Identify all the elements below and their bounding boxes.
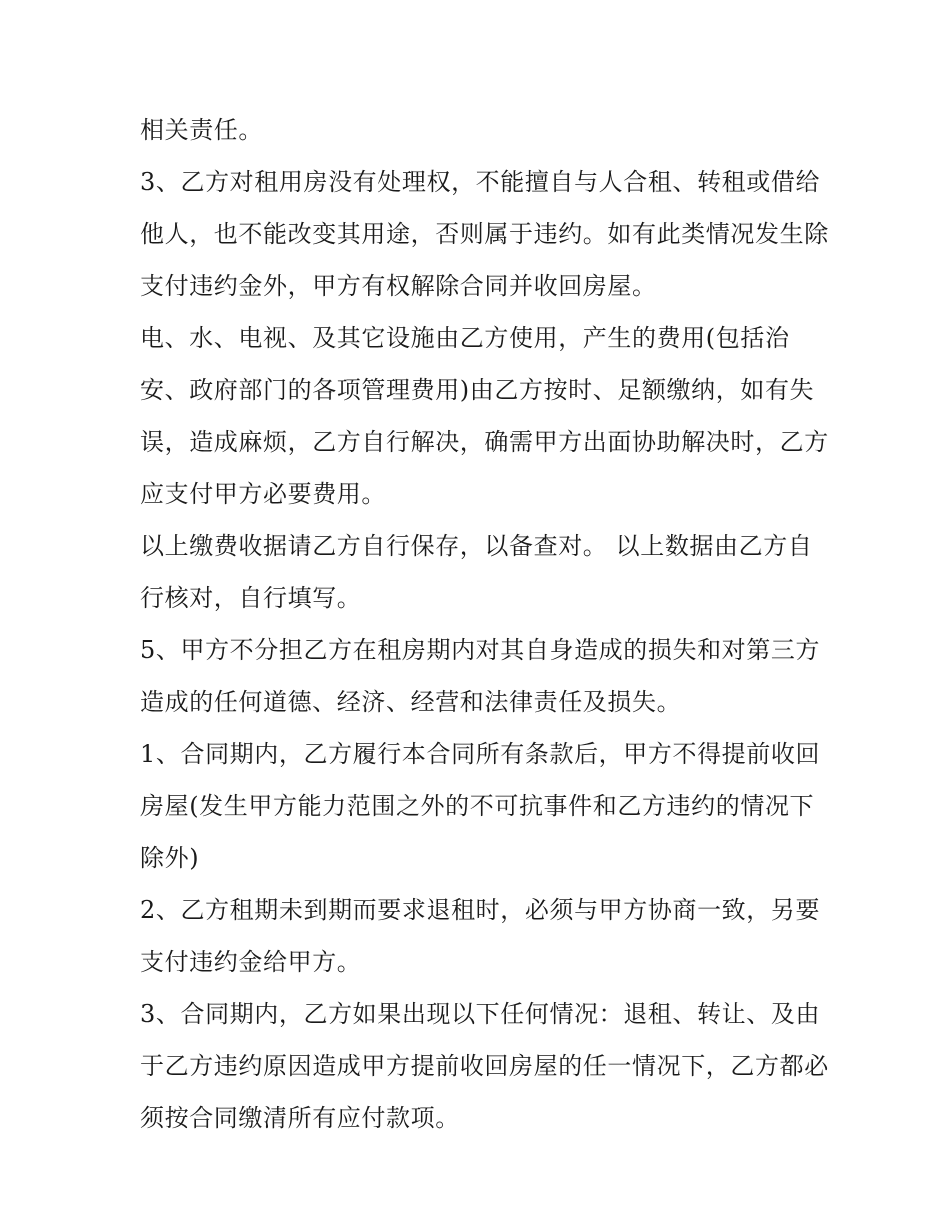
paragraph-liability-end: 相关责任。 xyxy=(140,116,263,144)
paragraph-settle-payments: 3、合同期内，乙方如果出现以下任何情况：退租、转让、及由于乙方违约原因造成甲方提前收回房屋的任一情况下，乙方都必须按合同缴清所有应付款项。 xyxy=(140,1000,829,1132)
paragraph-receipts: 以上缴费收据请乙方自行保存，以备查对。 以上数据由乙方自行核对，自行填写。 xyxy=(140,532,813,612)
document-body xyxy=(140,104,830,1144)
paragraph-no-liability: 5、甲方不分担乙方在租房期内对其自身造成的损失和对第三方造成的任何道德、经济、经营和法律责任及损失。 xyxy=(140,636,821,716)
paragraph-utilities: 电、水、电视、及其它设施由乙方使用，产生的费用(包括治安、政府部门的各项管理费用)由乙方按时、足额缴纳，如有失误，造成麻烦，乙方自行解决，确需甲方出面协助解决时，乙方应支付甲方必要费用。 xyxy=(140,324,829,508)
paragraph-no-early-recall: 1、合同期内，乙方履行本合同所有条款后，甲方不得提前收回房屋(发生甲方能力范围之外的不可抗事件和乙方违约的情况下除外) xyxy=(140,740,821,872)
paragraph-early-termination: 2、乙方租期未到期而要求退租时，必须与甲方协商一致，另要支付违约金给甲方。 xyxy=(140,896,821,976)
paragraph-no-sublease: 3、乙方对租用房没有处理权，不能擅自与人合租、转租或借给他人，也不能改变其用途，否则属于违约。如有此类情况发生除支付违约金外，甲方有权解除合同并收回房屋。 xyxy=(140,168,829,300)
